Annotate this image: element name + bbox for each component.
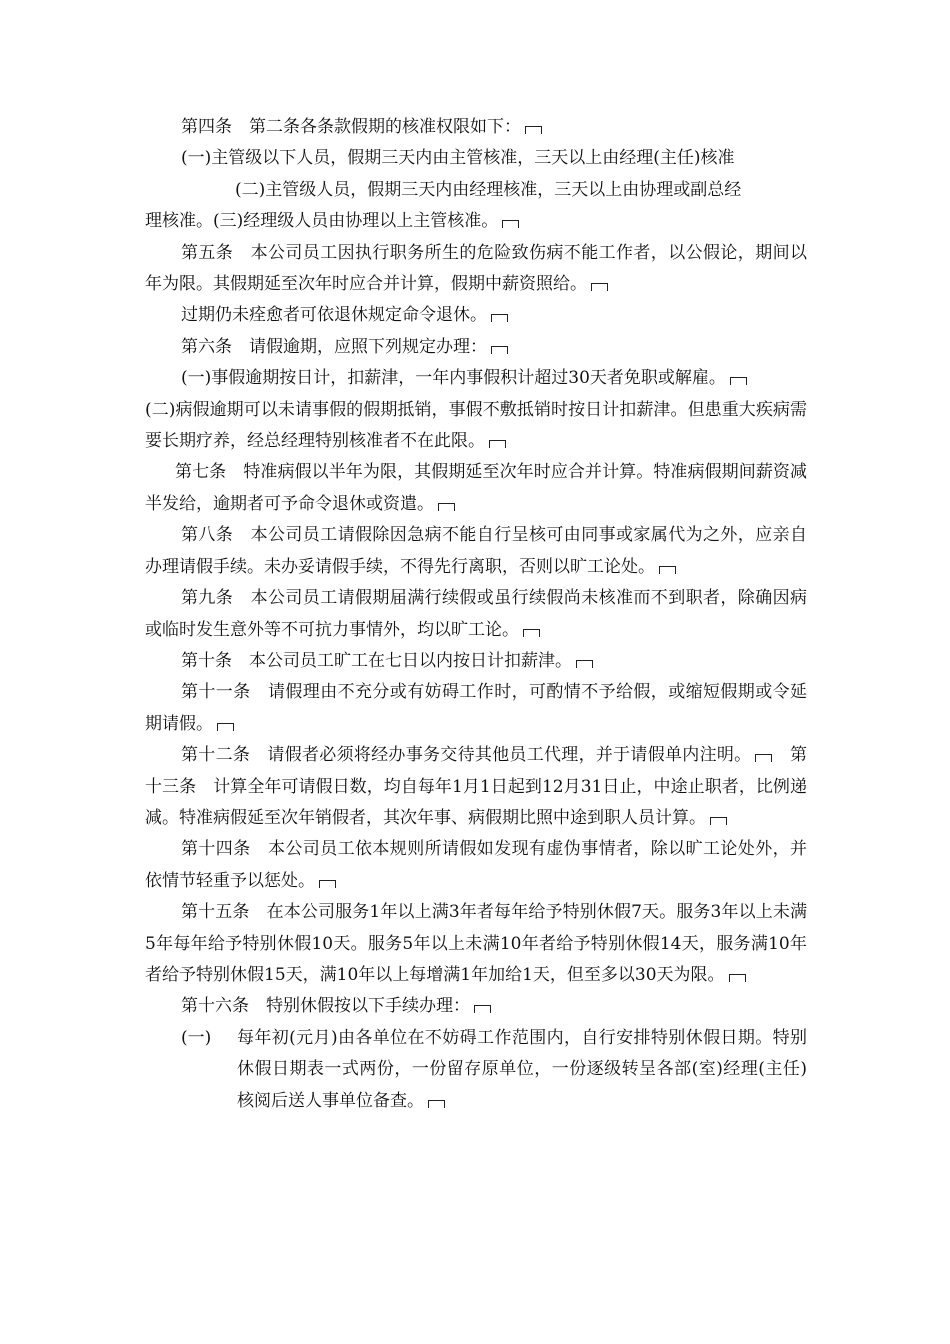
article-7-text: 第七条 特准病假以半年为限，其假期延至次年时应合并计算。特准病假期间薪资减半发给，逾期者可予命令退休或资遣。 (145, 462, 807, 514)
paragraph-mark-icon (489, 440, 506, 448)
article-6-item-1 (145, 363, 807, 394)
article-5 (145, 238, 807, 301)
paragraph-mark-icon (523, 629, 540, 637)
article-16 (145, 991, 807, 1022)
article-5-text: 第五条 本公司员工因执行职务所生的危险致伤病不能工作者，以公假论，期间以年为限。其假期延至次年时应合并计算，假期中薪资照给。 (145, 242, 807, 295)
paragraph-mark-icon (525, 126, 542, 134)
article-4-text: 第四条 第二条各条款假期的核准权限如下： (181, 117, 521, 137)
article-13-text: 第十三条 计算全年可请假日数，均自每年1月1日起到12月31日止，中途止职者，比例递减。特准病假延至次年销假者，其次年事、病假期比照中途到职人员计算。 (145, 745, 808, 828)
paragraph-mark-icon (729, 974, 746, 982)
paragraph-mark-icon (659, 566, 676, 574)
article-12-13 (145, 740, 807, 834)
paragraph-mark-icon (491, 346, 508, 354)
article-14 (145, 834, 807, 897)
article-11 (145, 677, 807, 740)
article-8 (145, 520, 807, 583)
article-9-text: 第九条 本公司员工请假期届满行续假或虽行续假尚未核准而不到职者，除确因病或临时发生意外等不可抗力事情外，均以旷工论。 (145, 588, 807, 640)
article-16-item-1-text: 每年初(元月)由各单位在不妨碍工作范围内，自行安排特别休假日期。特别休假日期表一式两份，一份留存原单位，一份逐级转呈各部(室)经理(主任)核阅后送人事单位备查。 (237, 1027, 807, 1111)
article-6-item-1-text: (一)事假逾期按日计，扣薪津，一年内事假积计超过30天者免职或解雇。 (181, 368, 726, 389)
article-6-item-2-text: (二)病假逾期可以未请事假的假期抵销，事假不敷抵销时按日计扣薪津。但患重大疾病需要长期疗养，经总经理特别核准者不在此限。 (145, 399, 807, 452)
paragraph-mark-icon (428, 1100, 445, 1108)
article-10 (145, 646, 807, 677)
article-4-item-2-start: (二)主管级人员，假期三天内由经理核准，三天以上由协理或副总经 (235, 179, 742, 200)
paragraph-mark-icon (710, 817, 727, 825)
article-6-item-2 (145, 395, 807, 458)
article-4-items (145, 143, 807, 237)
article-4 (145, 112, 807, 143)
article-16-item-1-body (237, 1023, 807, 1117)
article-5-extra-text: 过期仍未痊愈者可依退休规定命令退休。 (181, 305, 487, 326)
paragraph-mark-icon (438, 503, 455, 511)
article-9 (145, 583, 807, 646)
paragraph-mark-icon (730, 377, 747, 385)
article-5-extra (145, 300, 807, 331)
paragraph-mark-icon (502, 220, 519, 228)
article-11-text: 第十一条 请假理由不充分或有妨碍工作时，可酌情不予给假，或缩短假期或令延期请假。 (145, 682, 807, 734)
article-4-item-1: (一)主管级以下人员，假期三天内由主管核准，三天以上由经理(主任)核准 (181, 148, 735, 169)
article-10-text: 第十条 本公司员工旷工在七日以内按日计扣薪津。 (181, 650, 572, 671)
article-16-item-1-number: (一) (181, 1027, 212, 1048)
paragraph-mark-icon (755, 754, 772, 762)
article-15 (145, 897, 807, 991)
article-4-item-2-end: 理核准。(三)经理级人员由协理以上主管核准。 (145, 211, 499, 232)
article-16-item-1 (181, 1023, 807, 1117)
article-14-text: 第十四条 本公司员工依本规则所请假如发现有虚伪事情者，除以旷工论处外，并依情节轻重予以惩处。 (145, 839, 807, 891)
paragraph-mark-icon (217, 723, 234, 731)
document-body (145, 112, 807, 1117)
article-16-text: 第十六条 特别休假按以下手续办理： (181, 996, 470, 1017)
article-12-text: 第十二条 请假者必须将经办事务交待其他员工代理，并于请假单内注明。 (181, 745, 752, 766)
paragraph-mark-icon (591, 283, 608, 291)
paragraph-mark-icon (319, 880, 336, 888)
article-15-text: 第十五条 在本公司服务1年以上满3年者每年给予特别休假7天。服务3年以上未满5年每年给予特别休假10天。服务5年以上未满10年者给予特别休假14天，服务满10年者给予特别休假15天，满10年以上每增满1年加给1天，但至多以30天为限。 (145, 902, 807, 985)
paragraph-mark-icon (474, 1005, 491, 1013)
article-6-text: 第六条 请假逾期，应照下列规定办理： (181, 336, 487, 357)
paragraph-mark-icon (576, 660, 593, 668)
article-6 (145, 332, 807, 363)
article-8-text: 第八条 本公司员工请假除因急病不能自行呈核可由同事或家属代为之外，应亲自办理请假手续。未办妥请假手续，不得先行离职，否则以旷工论处。 (145, 525, 807, 577)
article-7 (145, 457, 807, 520)
paragraph-mark-icon (491, 314, 508, 322)
